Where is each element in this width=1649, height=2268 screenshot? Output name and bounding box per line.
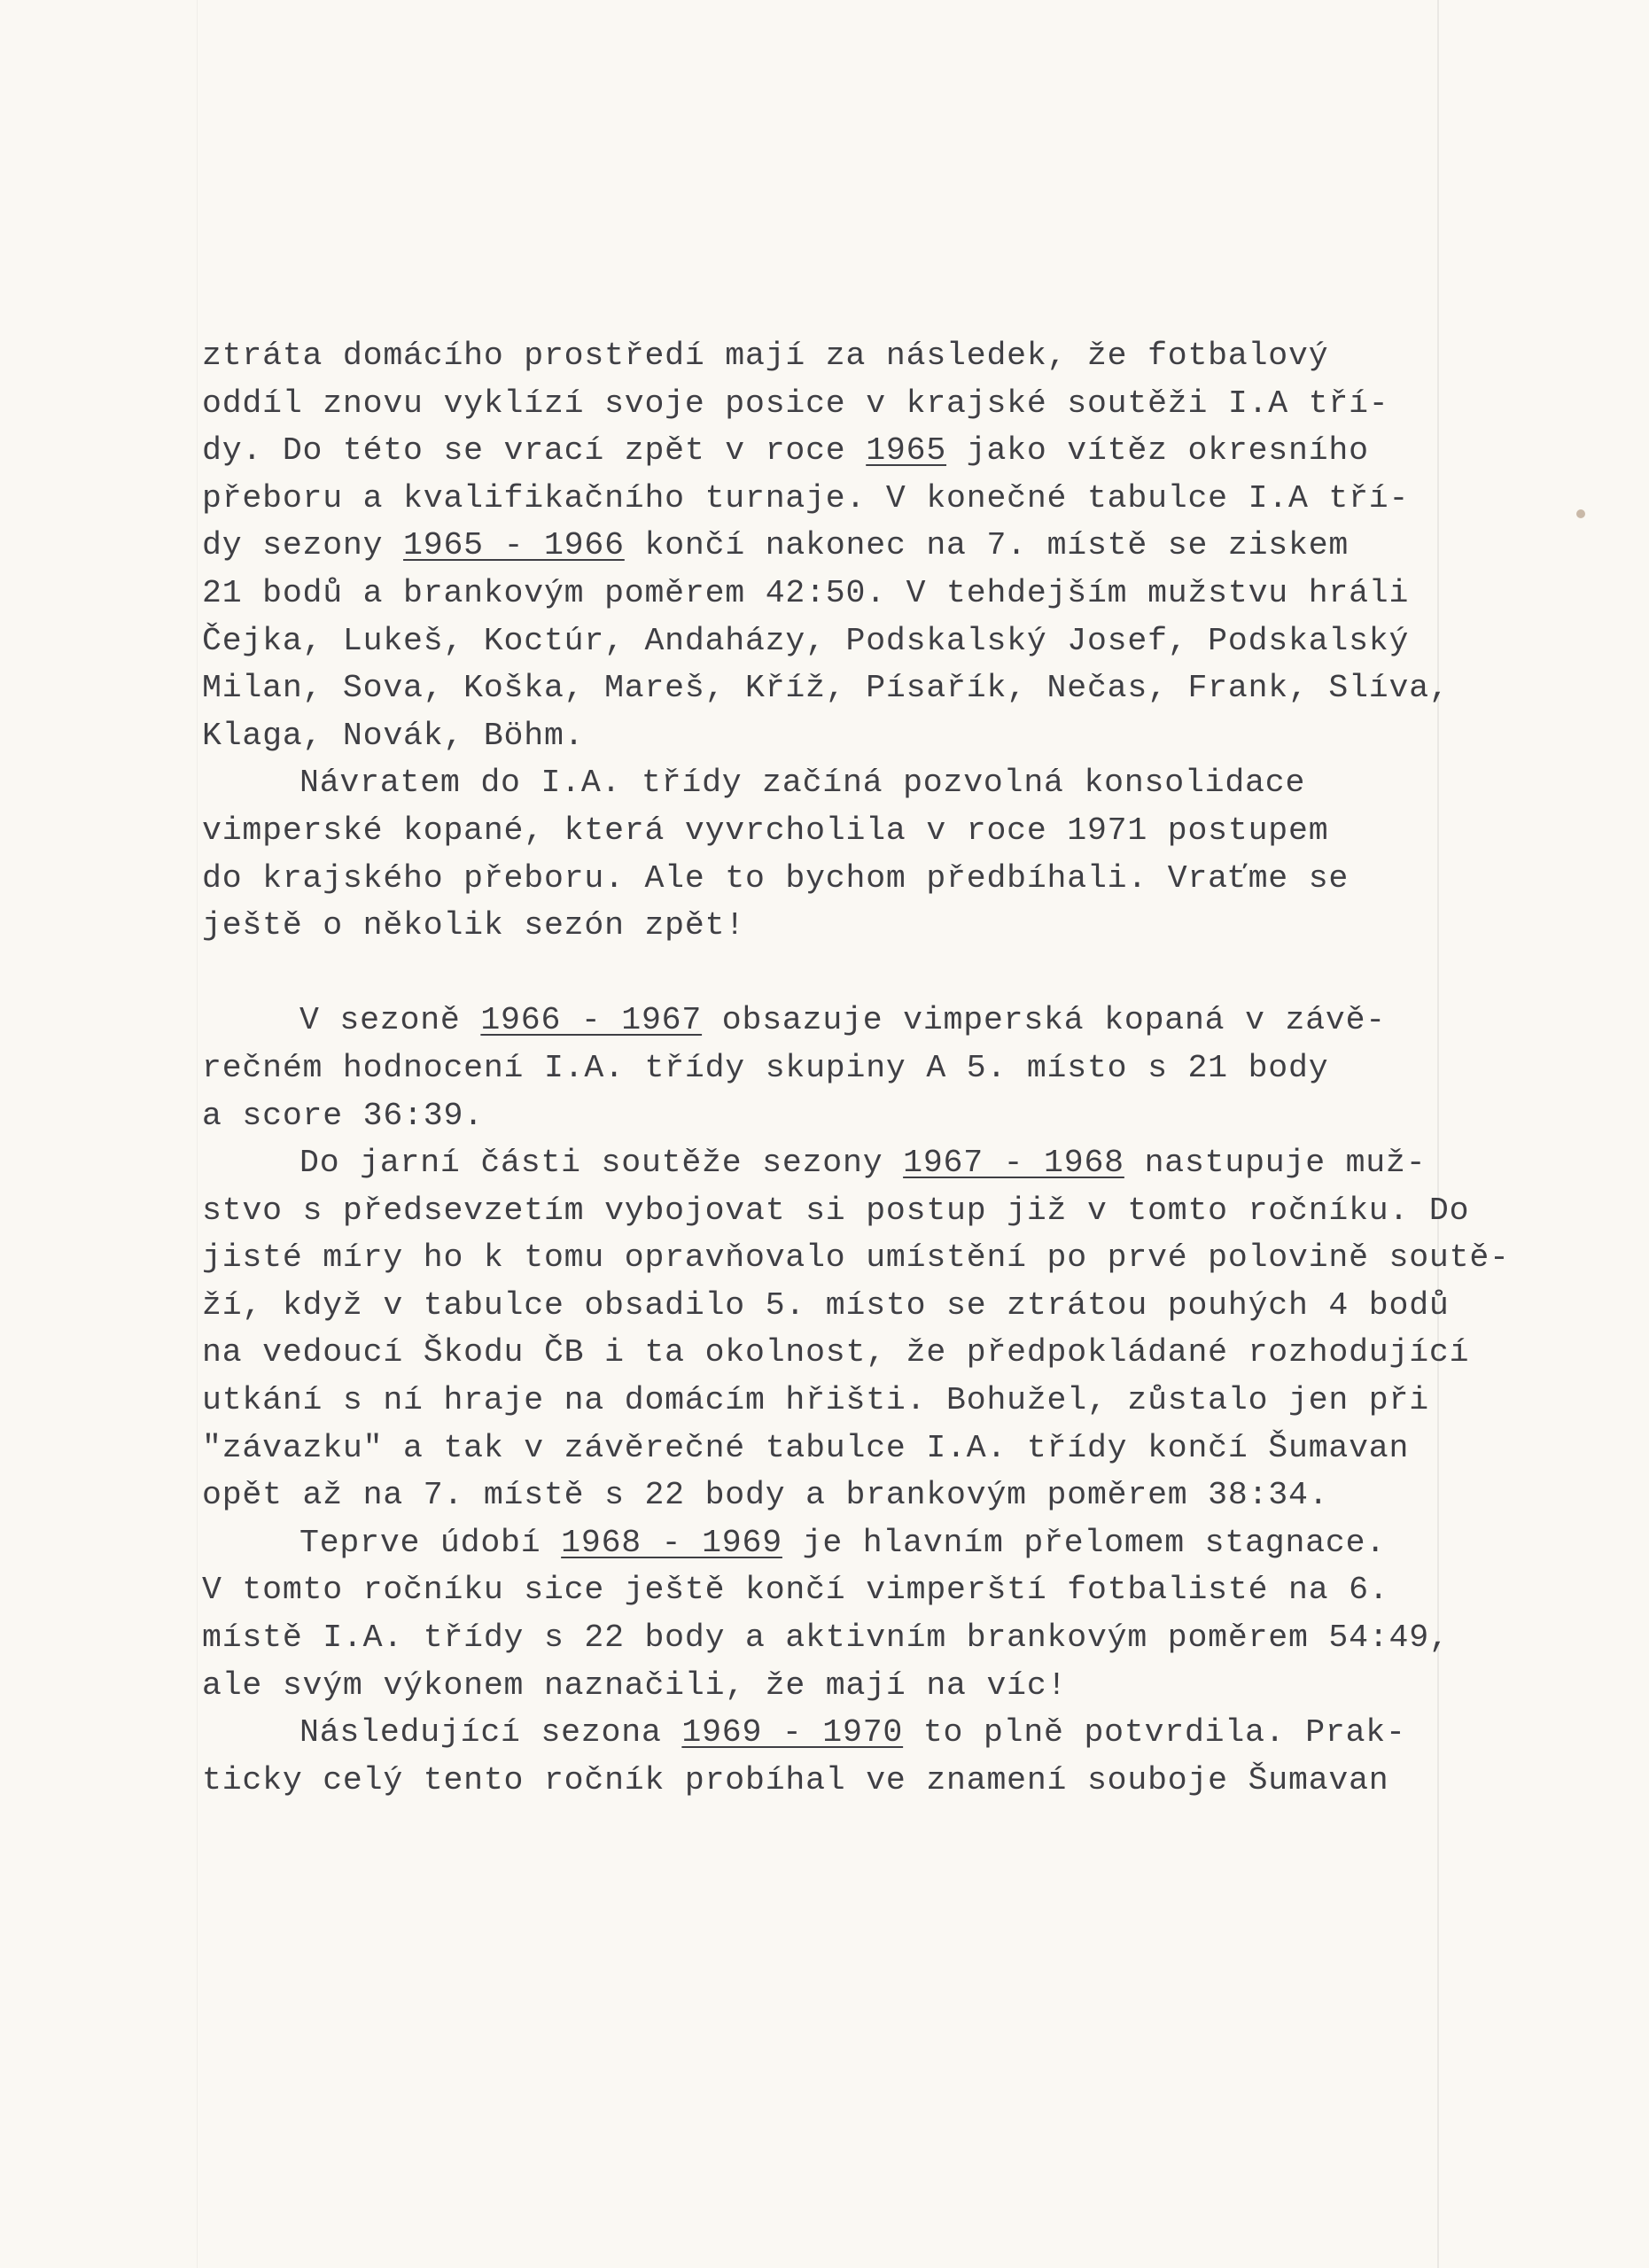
- underlined-year: 1966 - 1967: [480, 1002, 703, 1039]
- text-line: [202, 570, 1513, 617]
- text-line: [202, 902, 1513, 950]
- underlined-year: 1967 - 1968: [903, 1145, 1124, 1182]
- text-line: [202, 1139, 1513, 1187]
- paragraph-gap: [202, 950, 1513, 998]
- line-text: oddíl znovu vyklízí svoje posice v krajské soutěži I.A tří-: [202, 384, 1389, 422]
- line-text: Návratem do I.A. třídy začíná pozvolná konsolidace: [299, 765, 1306, 802]
- text-line: [202, 617, 1513, 665]
- text-line: [202, 997, 1513, 1045]
- paper-speck: [1576, 509, 1585, 518]
- line-text: ještě o několik sezón zpět!: [202, 907, 745, 944]
- text-line: [202, 427, 1513, 475]
- line-text: do krajského přeboru. Ale to bychom předbíhali. Vraťme se: [202, 859, 1350, 897]
- text-line: [202, 1709, 1513, 1757]
- line-text: na vedoucí Škodu ČB i ta okolnost, že předpokládané rozhodující: [202, 1334, 1470, 1371]
- line-text: ží, když v tabulce obsadilo 5. místo se ztrátou pouhých 4 bodů: [202, 1286, 1450, 1324]
- text-line: [202, 712, 1513, 760]
- underlined-year: 1969 - 1970: [681, 1714, 904, 1751]
- line-text: je hlavním přelomem stagnace.: [782, 1524, 1387, 1561]
- line-text: ale svým výkonem naznačili, že mají na víc!: [202, 1666, 1068, 1704]
- text-line: [202, 1519, 1513, 1567]
- line-text: nastupuje muž-: [1124, 1145, 1427, 1182]
- text-line: [202, 1614, 1513, 1662]
- line-text: a score 36:39.: [202, 1097, 484, 1134]
- text-line: [202, 380, 1513, 428]
- line-text: ticky celý tento ročník probíhal ve znamení souboje Šumavan: [202, 1761, 1389, 1798]
- line-text: Do jarní části soutěže sezony: [299, 1145, 904, 1182]
- line-text: Klaga, Novák, Böhm.: [202, 717, 585, 754]
- line-text: přeboru a kvalifikačního turnaje. V konečné tabulce I.A tří-: [202, 479, 1410, 517]
- text-line: [202, 807, 1513, 855]
- line-text: obsazuje vimperská kopaná v závě-: [702, 1002, 1387, 1039]
- line-text: "závazku" a tak v závěrečné tabulce I.A. třídy končí Šumavan: [202, 1429, 1410, 1466]
- line-text: V sezoně: [299, 1002, 481, 1039]
- line-text: dy. Do této se vrací zpět v roce: [202, 432, 867, 470]
- line-text: utkání s ní hraje na domácím hřišti. Bohužel, zůstalo jen při: [202, 1382, 1429, 1419]
- text-line: [202, 1472, 1513, 1519]
- line-text: 21 bodů a brankovým poměrem 42:50. V tehdejším mužstvu hráli: [202, 574, 1410, 611]
- line-text: dy sezony: [202, 527, 404, 564]
- typewritten-text: [202, 332, 1513, 1804]
- text-line: [202, 759, 1513, 807]
- text-line: [202, 1757, 1513, 1805]
- line-text: Teprve údobí: [299, 1524, 562, 1561]
- line-text: jisté míry ho k tomu opravňovalo umístění po prvé polovině soutě-: [202, 1239, 1510, 1277]
- line-text: stvo s předsevzetím vybojovat si postup již v tomto ročníku. Do: [202, 1192, 1470, 1229]
- text-line: [202, 1662, 1513, 1710]
- text-line: [202, 475, 1513, 523]
- underlined-year: 1965: [866, 432, 947, 470]
- line-text: jako vítěz okresního: [946, 432, 1369, 470]
- text-line: [202, 1234, 1513, 1282]
- line-text: končí nakonec na 7. místě se ziskem: [624, 527, 1350, 564]
- text-line: [202, 1092, 1513, 1140]
- line-text: rečném hodnocení I.A. třídy skupiny A 5. místo s 21 body: [202, 1049, 1329, 1086]
- margin-line: [197, 0, 198, 2268]
- text-line: [202, 332, 1513, 380]
- text-line: [202, 1377, 1513, 1425]
- line-text: vimperské kopané, která vyvrcholila v roce 1971 postupem: [202, 812, 1329, 849]
- text-line: [202, 1329, 1513, 1377]
- text-line: [202, 1282, 1513, 1330]
- text-line: [202, 1045, 1513, 1092]
- text-line: [202, 1187, 1513, 1235]
- line-text: V tomto ročníku sice ještě končí vimperští fotbalisté na 6.: [202, 1572, 1389, 1609]
- line-text: ztráta domácího prostředí mají za následek, že fotbalový: [202, 338, 1329, 374]
- line-text: opět až na 7. místě s 22 body a brankovým poměrem 38:34.: [202, 1477, 1329, 1514]
- text-line: [202, 1425, 1513, 1472]
- underlined-year: 1965 - 1966: [403, 527, 625, 564]
- text-line: [202, 855, 1513, 903]
- text-line: [202, 1566, 1513, 1614]
- text-line: [202, 522, 1513, 570]
- line-text: Čejka, Lukeš, Koctúr, Andaházy, Podskalský Josef, Podskalský: [202, 622, 1410, 659]
- text-line: [202, 664, 1513, 712]
- line-text: místě I.A. třídy s 22 body a aktivním brankovým poměrem 54:49,: [202, 1619, 1450, 1657]
- underlined-year: 1968 - 1969: [561, 1524, 782, 1561]
- line-text: Milan, Sova, Koška, Mareš, Kříž, Písařík, Nečas, Frank, Slíva,: [202, 670, 1450, 707]
- line-text: to plně potvrdila. Prak-: [903, 1714, 1406, 1751]
- line-text: Následující sezona: [299, 1714, 682, 1751]
